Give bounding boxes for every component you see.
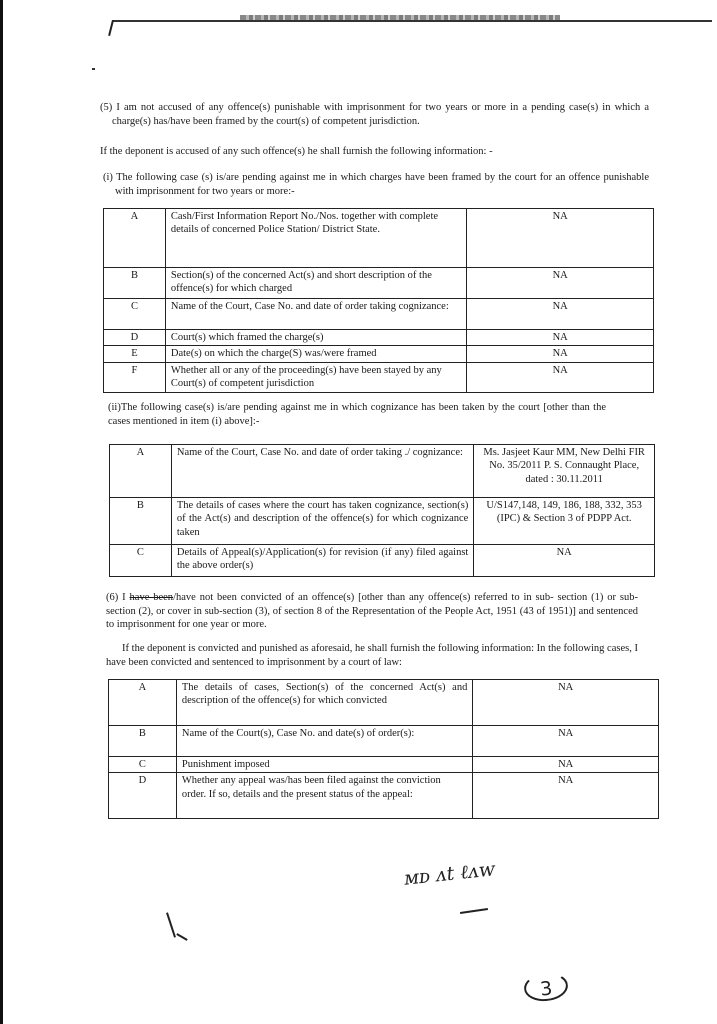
table-row [104, 299, 654, 330]
row-letter: A [109, 680, 177, 726]
item-6-struck-text: have been [129, 592, 174, 603]
row-letter: A [104, 209, 166, 268]
convicted-intro: If the deponent is convicted and punished as aforesaid, he shall furnish the following information: In the following cases, I have been convicted and sentenced to imprisonment by a court of law: [106, 643, 638, 668]
table-row [110, 498, 655, 545]
row-value: NA [467, 330, 654, 346]
row-value: NA [467, 299, 654, 330]
row-value: NA [467, 268, 654, 299]
row-label: The details of cases, Section(s) of the concerned Act(s) and description of the offence(s) for which convicted [176, 680, 472, 726]
row-value: NA [473, 773, 659, 819]
table-row [109, 726, 659, 757]
scan-speck [92, 68, 95, 70]
row-value: NA [474, 545, 655, 577]
row-letter: E [104, 346, 166, 362]
handwritten-signature: ᴍᴅ ᴧt ℓᴧᴡ [403, 858, 497, 890]
row-letter: B [109, 726, 177, 757]
table-row [109, 757, 659, 773]
row-label: Details of Appeal(s)/Application(s) for revision (if any) filed against the above order(s) [171, 545, 473, 577]
row-letter: F [104, 362, 166, 392]
row-letter: C [109, 757, 177, 773]
row-value: U/S147,148, 149, 186, 188, 332, 353 (IPC) & Section 3 of PDPP Act. [474, 498, 655, 545]
page-number: 3 [523, 971, 570, 1003]
row-value: Ms. Jasjeet Kaur MM, New Delhi FIR No. 35/2011 P. S. Connaught Place, dated : 30.11.2011 [474, 445, 655, 498]
row-label: Section(s) of the concerned Act(s) and short description of the offence(s) for which charged [165, 268, 466, 299]
row-label: Name of the Court(s), Case No. and date(s) of order(s): [176, 726, 472, 757]
item-6-marker: (6) I [106, 592, 130, 603]
row-value: NA [473, 726, 659, 757]
row-label: Court(s) which framed the charge(s) [165, 330, 466, 346]
row-label: Name of the Court, Case No. and date of order taking ./ cognizance: [171, 445, 473, 498]
table-row [104, 209, 654, 268]
item-6-text: /have not been convicted of an offence(s) [other than any offence(s) referred to in sub- section (1) or sub-section (2), or cover in sub-section (3), of section 8 of the Representation of the People Act, 1951 (43 of 1951)] and sentenced to imprisonment for one year or more. [106, 592, 638, 631]
row-label: Date(s) on which the charge(S) was/were framed [165, 346, 466, 362]
section-ii-table [109, 444, 655, 577]
row-value: NA [467, 346, 654, 362]
row-label: Whether all or any of the proceeding(s) have been stayed by any Court(s) of competent jurisdiction [165, 362, 466, 392]
item-6-paragraph [106, 591, 638, 632]
deponent-intro: If the deponent is accused of any such offence(s) he shall furnish the following information: - [100, 146, 493, 157]
row-label: Whether any appeal was/has been filed against the conviction order. If so, details and the present status of the appeal: [176, 773, 472, 819]
row-value: NA [467, 209, 654, 268]
row-label: The details of cases where the court has taken cognizance, section(s) of the Act(s) and description of the offence(s) for which cognizance taken [171, 498, 473, 545]
table-row [104, 330, 654, 346]
row-label: Name of the Court, Case No. and date of order taking cognizance: [165, 299, 466, 330]
row-label: Punishment imposed [176, 757, 472, 773]
row-value: NA [473, 757, 659, 773]
table-row [110, 545, 655, 577]
conviction-table [108, 679, 659, 819]
row-letter: B [104, 268, 166, 299]
item-5-text: I am not accused of any offence(s) punishable with imprisonment for two years or more in a pending case(s) in which a charge(s) has/have been framed by the court(s) of competent jurisdiction. [112, 102, 649, 127]
section-i-text: (i) The following case (s) is/are pending against me in which charges have been framed by the court for an offence punishable with imprisonment for two years or more:- [103, 172, 649, 197]
row-letter: D [104, 330, 166, 346]
section-ii-text: (ii)The following case(s) is/are pending against me in which cognizance has been taken by the court [other than the cases mentioned in item (i) above]:- [108, 402, 606, 427]
row-label: Cash/First Information Report No./Nos. together with complete details of concerned Police Station/ District State. [165, 209, 466, 268]
row-value: NA [473, 680, 659, 726]
item-5-marker: (5) [100, 102, 113, 113]
table-row [109, 680, 659, 726]
table-row [110, 445, 655, 498]
row-letter: C [104, 299, 166, 330]
item-5-paragraph [100, 101, 649, 128]
row-letter: D [109, 773, 177, 819]
section-i-table [103, 208, 654, 393]
table-row [104, 268, 654, 299]
top-scan-strip [240, 15, 560, 20]
row-value: NA [467, 362, 654, 392]
row-letter: B [110, 498, 172, 545]
row-letter: C [110, 545, 172, 577]
table-row [104, 362, 654, 392]
row-letter: A [110, 445, 172, 498]
table-row [104, 346, 654, 362]
table-row [109, 773, 659, 819]
top-edge-line [112, 20, 712, 22]
